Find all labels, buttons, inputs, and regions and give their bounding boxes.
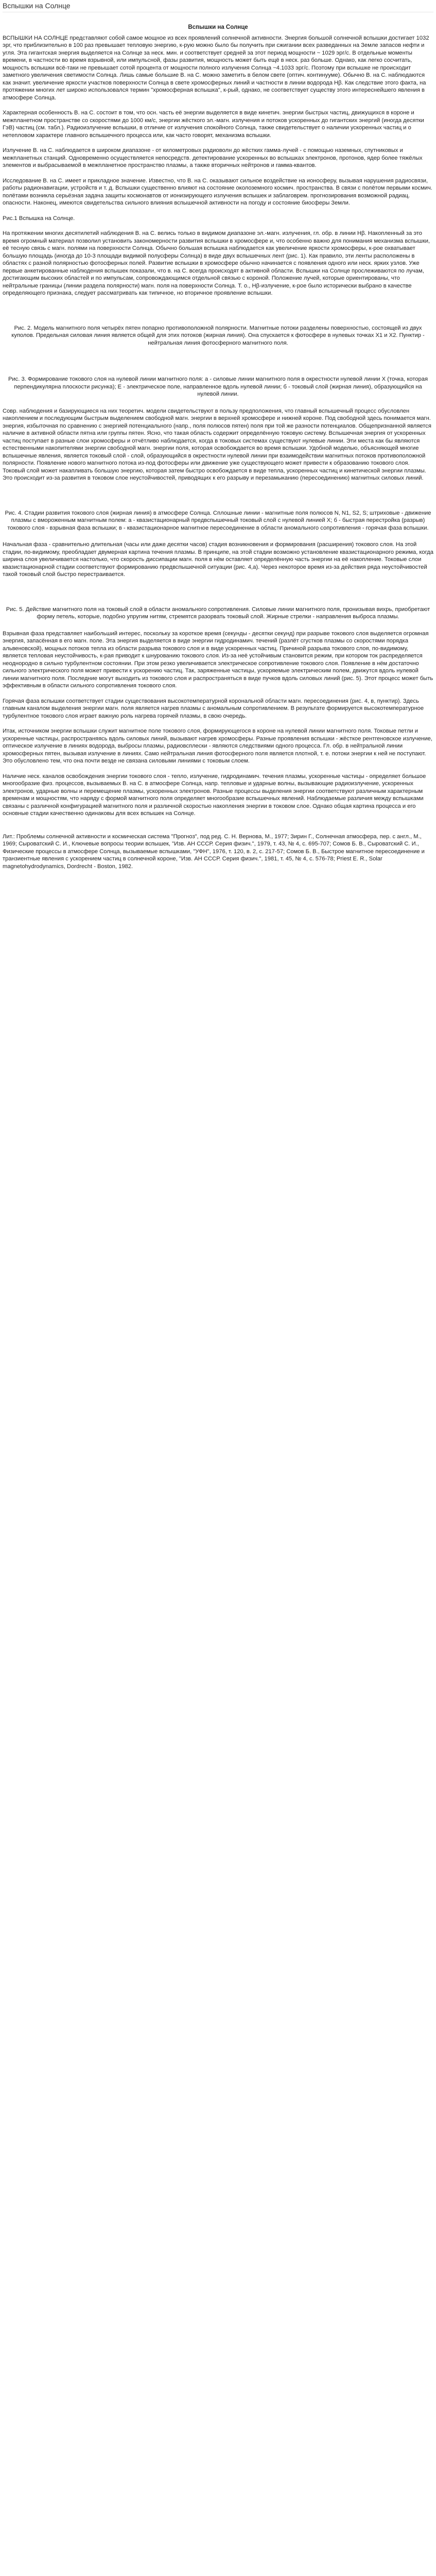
paragraph-intro: ВСПЫШКИ НА СОЛНЦЕ представляют собой самое мощное из всех проявлений солнечной активности. Энергия большой солнечной вспышки достигает 1032 эрг, что приблизительно в 100 раз превышает тепловую энергию, к-рую можно было бы получить при сжигании всех разведанных на Земле запасов нефти и угля. Эта гигантская энергия выделяется на Солнце за неск. мин. и соответствует средней за этот период мощности ~ 1029 эрг/с. В отдельные моменты времени, в частности во время взрывной, или импульсной, фазы развития, мощность может быть ещё в неск. раз больше. Однако, как легко сосчитать, мощность вспышки всё-таки не превышает сотой процента от мощности полного излучения Солнца ~4.1033 эрг/с. Поэтому при вспышке не происходит заметного увеличения светимости Солнца. Лишь самые большие В. на С. можно заметить в белом свете (оптич. континууме). Обычно В. на С. наблюдаются как значит. увеличение яркости участков поверхности Солнца в свете хромосферных линий и частности в линии водорода Нβ. Как следствие этого факта, на протяжении многих лет широко использовался термин "хромосферная вспышка", к-рый, однако, не соответствует существу этого интереснейшего явления в атмосфере Солнца. — [3, 35, 429, 101]
paragraph-explosive-phase: Взрывная фаза представляет наибольший интерес, поскольку за короткое время (секунды - десятки секунд) при разрыве токового слоя выделяется огромная энергия, запасённая в его магн. поле. Эта энергия выделяется в виде энергии гидродинамич. течений (разлёт сгустков плазмы со скоростями порядка альвеновской), мощных потоков тепла из области разрыва токового слоя и в виде ускоренных частиц. Причиной разрыва токового слоя, по-видимому, является тепловая неустойчивость, к-рая приводит к шнурованию токового слоя. Из-за неё устойчивым становится режим, при котором ток распределяется неоднородно в сильно турбулентном состоянии. При этом резко увеличивается электрическое сопротивление токового слоя. Появление в нём достаточно сильного электрического поля может привести к ускорению частиц. Так, заряженные частицы, ускоряемые электрическим полем, движутся вдоль нулевой линии магнитного поля. Последние могут выходить из токового слоя и распространяться в виде пучков вдоль силовых линий (рис. 5). Этот процесс может быть эффективным в области сильного сопротивления токового слоя. — [3, 630, 433, 689]
references: Лит.: Проблемы солнечной активности и космическая система "Прогноз", под ред. С. Н. Вернова, М., 1977; Зирин Г., Солнечная атмосфера, пер. с англ., М., 1969; Сыроватский С. И., Ключевые вопросы теории вспышек, "Изв. АН СССР. Серия физич.", 1979, т. 43, № 4, с. 695-707; Сомов Б. В., Сыроватский С. И., Физические процессы в атмосфере Солнца, вызываемые вспышками, "УФН", 1976, т. 120, в. 2, с. 217-57; Сомов Б. В., Быстрое магнитное пересоединение и транзиентные явления с ускорением частиц в солнечной короне, "Изв. АН СССР. Серия физич.", 1981, т. 45, № 4, с. 576-78; Priest E. R., Solar magnetohydrodynamics, Dordrecht - Boston, 1982. — [3, 833, 425, 870]
paragraph-observations: На протяжении многих десятилетий наблюдения В. на С. велись только в видимом диапазоне эл.-магн. излучения, гл. обр. в линии Нβ. Накопленный за это время огромный материал позволил установить закономерности развития вспышки в хромосфере и, что особенно важно для понимания механизма вспышки, её тесную связь с магн. полями на поверхности Солнца. Обычно большая вспышка наблюдается как увеличение яркости хромосферы, к-рое охватывает большую площадь (иногда до 10-3 площади видимой полусферы Солнца) в виде двух вспышечных лент (рис. 1). Как правило, эти ленты расположены в областях с разной полярностью фотосферных полей. Развитие вспышки в хромосфере обычно начинается с появления одного или неск. ярких узлов. Уже первые анкетированные наблюдения вспышек показали, что в. на С. всегда происходят в активной области. Вспышки на Солнце прослеживаются по лучам, достигающим высоких областей и по импульсам, сопровождающимся отдельной связью с короной. Положение лучей, которые ориентированы, что нейтральные границы (линии раздела полярности) магн. поля на поверхности Солнца. Т. о., Нβ-излучение, к-рое было исторически выбрано в качестве определяющего признака, следует рассматривать как типичное, но вторичное проявление вспышки. — [3, 230, 430, 296]
figure-3-caption: Рис. 3. Формирование токового слоя на нулевой линии магнитного поля: а - силовые линии магнитного поля в окрестности нулевой линии X (точка, которая перпендикулярна плоскости рисунка); Е - электрическое поле, направленное вдоль нулевой линии; б - токовый слой (жирная линия), образующийся на нулевой линии. — [8, 376, 428, 397]
figure-5-caption: Рис. 5. Действие магнитного поля на токовый слой в области аномального сопротивления. Силовые линии магнитного поля, пронизывая вихрь, приобретают форму петель, которые, подобно упругим нитям, стремятся разорвать токовый слой. Жирные стрелки - направления выброса плазмы. — [6, 606, 430, 620]
figure-2-caption: Рис. 2. Модель магнитного поля четырёх пятен попарно противоположной полярности. Магнитные потоки разделены поверхностью, состоящей из двух куполов. Предельная силовая линия является общей для этих потоков (жирная линия). Она спускается к фотосфере в нулевых точках X1 и X2. Пунктир - нейтральная линия фотосферного магнитного поля. — [11, 325, 425, 346]
paragraph-summary: Итак, источником энергии вспышки служит магнитное поле токового слоя, формирующегося в короне на нулевой линии магнитного поля. Токовые петли и ускоренные частицы, распространяясь вдоль силовых линий, вызывают нагрев хромосферы. Разные проявления вспышки - жёсткое рентгеновское излучение, оптическое излучение в линиях водорода, выбросы плазмы, радиовсплески - являются следствиями одного процесса. Гл. обр. в нейтральной линии хромосферных пятен, вызывая излучение в линиях. Само нейтральная линия фотосферного поля является плотной, т. е. потоки энергии к ней не поступают. Это обусловлено тем, что она почти везде не связана силовыми линиями с токовым слоем. — [3, 728, 432, 764]
article-title: Вспышки на Солнце — [188, 24, 248, 30]
figure-3-placeholder — [3, 356, 433, 376]
figure-4-placeholder — [3, 490, 433, 510]
figure-1-caption: Рис.1 Вспышка на Солнце. — [3, 215, 75, 222]
page — [0, 0, 436, 884]
paragraph-applied: Исследование В. на С. имеет и прикладное значение. Известно, что В. на С. оказывают сильное воздействие на ионосферу, вызывая нарушения радиосвязи, работы радионавигации, устройств и т. д. Вспышки существенно влияют на состояние околоземного космич. пространства. В связи с полётом первыми космич. полётами возникла серьёзная задача защиты космонавтов от ионизирующего излучения вспышек и заблаговрем. прогнозирования возможной радиац. опасности. Наконец, имеются свидетельства сильного влияния вспышечной активности на погоду и состояние биосферы Земли. — [3, 177, 432, 206]
paragraph-channels: Наличие неск. каналов освобождения энергии токового слоя - тепло, излучение, гидродинамич. течения плазмы, ускоренные частицы - определяет большое многообразие физ. процессов, вызываемых В. на С. в атмосфере Солнца, напр. тепловые и ударные волны, вызывающие радиоизлучение, ускоренных электронов, ударные волны и перемещение плазмы, ускоренных электронов. Разные процессы выделения энергии соответствуют различным характерным временам и мощностям, что наряду с формой магнитного поля определяет многообразие вспышечных явлений. Наблюдаемые различия между вспышками связаны с различной конфигурацией магнитного поля и различной скоростью накопления энергии в токовом слое. Однако общая картина процесса и его основные стадии качественно одинаковы для всех вспышек на Солнце. — [3, 773, 426, 817]
paragraph-initial-phase: Начальная фаза - сравнительно длительная (часы или даже десятки часов) стадия возникновения и формирования (расширения) токового слоя. На этой стадии, по-видимому, преобладает двумерная картина течения плазмы. В принципе, на этой стадии возможно установление квазистационарного режима, когда ширина слоя увеличивается настолько, что скорость диссипации магн. поля в нём оставляет определённую часть энергии на её накопление. Токовые слои квазистационарной стадии соответствуют формированию предвспышечной ситуации (рис. 4,а). Через некоторое время из-за действия ряда неустойчивостей такой токовый слой быстро перестраивается. — [3, 541, 433, 578]
paragraph-hot-phase: Горячая фаза вспышки соответствует стадии существования высокотемпературной корональной области магн. пересоединения (рис. 4, в, пунктир). Здесь главным каналом выделения энергии магн. поля является нагрев плазмы с аномальным сопротивлением. В результате формируется высокотемпературное турбулентное токового слоя играет важную роль нагрева горячей плазмы, в свою очередь. — [3, 698, 424, 719]
figure-5-placeholder — [3, 586, 433, 606]
figure-2-placeholder — [3, 305, 433, 325]
figure-4-caption: Рис. 4. Стадии развития токового слоя (жирная линия) в атмосфере Солнца. Сплошные линии - магнитные поля полюсов N, N1, S2, S; штриховые - движение плазмы с вмороженным магнитным полем: а - квазистационарный предвспышечный токовый слой с нулевой линией Х; б - быстрая перестройка (разрыв) токового слоя - взрывная фаза вспышки; в - квазистационарное магнитное пересоединение в области аномального сопротивления - горячая фаза вспышки. — [5, 510, 431, 531]
paragraph-energy: Характерная особенность В. на С. состоит в том, что осн. часть её энергии выделяется в виде кинетич. энергии быстрых частиц, движущихся в короне и межпланетном пространстве со скоростями до 1000 км/с, энергии жёсткого эл.-магн. излучения и потоков ускоренных до гигантских энергий (иногда десятки ГэВ) частиц (см. табл.). Радиоизлучение вспышки, в отличие от излучения спокойного Солнца, также свидетельствует о наличии ускоренных частиц и о нетепловом характере главного вспышечного процесса или, как часто говорят, механизма вспышки. — [3, 110, 424, 139]
site-header: Вспышки на Солнце — [3, 0, 433, 12]
paragraph-current-sheet: Совр. наблюдения и базирующиеся на них теоретич. модели свидетельствуют в пользу предположения, что главный вспышечный процесс обусловлен накоплением и последующим быстрым выделением свободной магн. энергии в верхней хромосфере и нижней короне. Под свободной здесь понимается магн. энергия, избыточная по сравнению с энергией потенциального (напр., поля полюсов пятен) поля при той же разности потенциалов. Общепризнанной является наличие в активной области пятна или группы пятен. Ясно, что такая область содержит определённую токовую систему. Вспышечная энергия от ускоренных частиц поступает в разные слои хромосферы и отчётливо наблюдается, когда в токовых системах существуют нулевые линии. Эти места как бы являются естественными накопителями энергии свободной магн. энергии поля, которая освобождается во время вспышки. Удобной моделью, объясняющей многие вспышечные явления, является токовый слой - слой, образующийся в окрестности нулевой линии при взаимодействии магнитных потоков противоположной полярности. Появление нового магнитного потока из-под фотосферы или движение уже существующего может привести к образованию токового слоя. Токовый слой может накапливать большую энергию, которая затем быстро освобождается в виде тепла, ускоренных частиц и кинетической энергии плазмы. Это происходит из-за развития в токовом слое неустойчивостей, приводящих к его разрыву и перезамыканию (пересоединению) магнитных силовых линий. — [3, 408, 431, 481]
paragraph-radiation: Излучение В. на С. наблюдается в широком диапазоне - от километровых радиоволн до жёстких гамма-лучей - с помощью наземных, спутниковых и межпланетных станций. Одновременно осуществляется непосредств. детектирование ускоренных во вспышках электронов, протонов, ядер более тяжёлых элементов и выбрасываемой в межпланетное пространство плазмы, а также вторичных нейтронов и гамма-квантов. — [3, 147, 423, 168]
